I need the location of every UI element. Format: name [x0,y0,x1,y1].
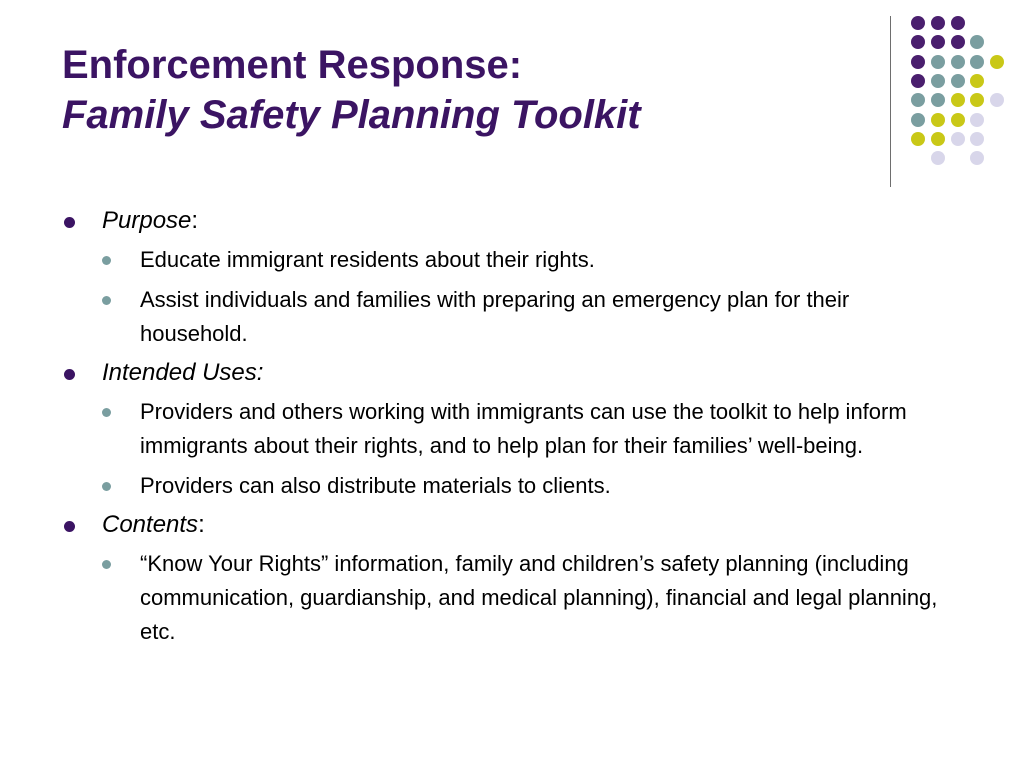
decor-dot-purple [951,35,965,49]
decor-dot-yellow [931,132,945,146]
decor-dot-teal [970,55,984,69]
decor-dot-purple [951,16,965,30]
section-heading: Intended Uses: [102,359,264,386]
slide-title [62,40,862,140]
bullet-text: “Know Your Rights” information, family and children’s safety planning (including communication, guardianship, and medical planning), financial and legal planning, etc. [140,551,938,644]
decor-dot-lavender [970,113,984,127]
title-line-1: Enforcement Response: [62,43,523,87]
bullet-text: Educate immigrant residents about their rights. [140,247,595,272]
decor-dot-lavender [970,132,984,146]
decor-dot-teal [911,113,925,127]
decor-dot-yellow [911,132,925,146]
bullet-dot-icon [102,482,111,491]
section-intended-uses [62,357,962,503]
title-line-2: Family Safety Planning Toolkit [62,93,641,137]
heading-colon: : [191,207,199,234]
decor-dot-lavender [990,93,1004,107]
bullet-dot-icon [64,369,75,380]
decor-dot-purple [911,55,925,69]
decor-dot-teal [931,93,945,107]
decor-dot-teal [931,55,945,69]
bullet-dot-icon [64,217,75,228]
bullet-level2 [62,469,962,503]
title-divider [890,16,891,187]
decor-dot-lavender [951,132,965,146]
decor-dot-purple [911,74,925,88]
slide-body [62,205,962,655]
decor-dot-teal [970,35,984,49]
decor-dot-purple [931,35,945,49]
bullet-dot-icon [102,408,111,417]
decor-dot-yellow [951,113,965,127]
bullet-dot-icon [102,560,111,569]
decor-dot-teal [951,55,965,69]
decor-dot-yellow [990,55,1004,69]
section-heading: Contents [102,511,199,538]
decor-dot-purple [911,35,925,49]
decor-dot-teal [951,74,965,88]
decor-dot-lavender [970,151,984,165]
bullet-level2 [62,547,962,649]
section-heading: Purpose [102,207,192,234]
bullet-level1 [62,509,962,541]
decor-dot-yellow [931,113,945,127]
bullet-text: Assist individuals and families with preparing an emergency plan for their household. [140,287,850,346]
decor-dot-purple [931,16,945,30]
bullet-level1 [62,357,962,389]
bullet-dot-icon [102,296,111,305]
bullet-dot-icon [102,256,111,265]
decor-dot-yellow [951,93,965,107]
decor-dot-teal [911,93,925,107]
decor-dot-purple [911,16,925,30]
bullet-dot-icon [64,521,75,532]
bullet-text: Providers can also distribute materials to clients. [140,473,611,498]
decor-dot-yellow [970,74,984,88]
decor-dot-lavender [931,151,945,165]
decor-dot-yellow [970,93,984,107]
bullet-text: Providers and others working with immigrants can use the toolkit to help inform immigrants about their rights, and to help plan for their families’ well-being. [140,399,907,458]
bullet-level1 [62,205,962,237]
bullet-level2 [62,243,962,277]
bullet-level2 [62,395,962,463]
heading-colon: : [198,511,205,538]
decor-dot-teal [931,74,945,88]
section-purpose [62,205,962,351]
bullet-level2 [62,283,962,351]
section-contents [62,509,962,649]
